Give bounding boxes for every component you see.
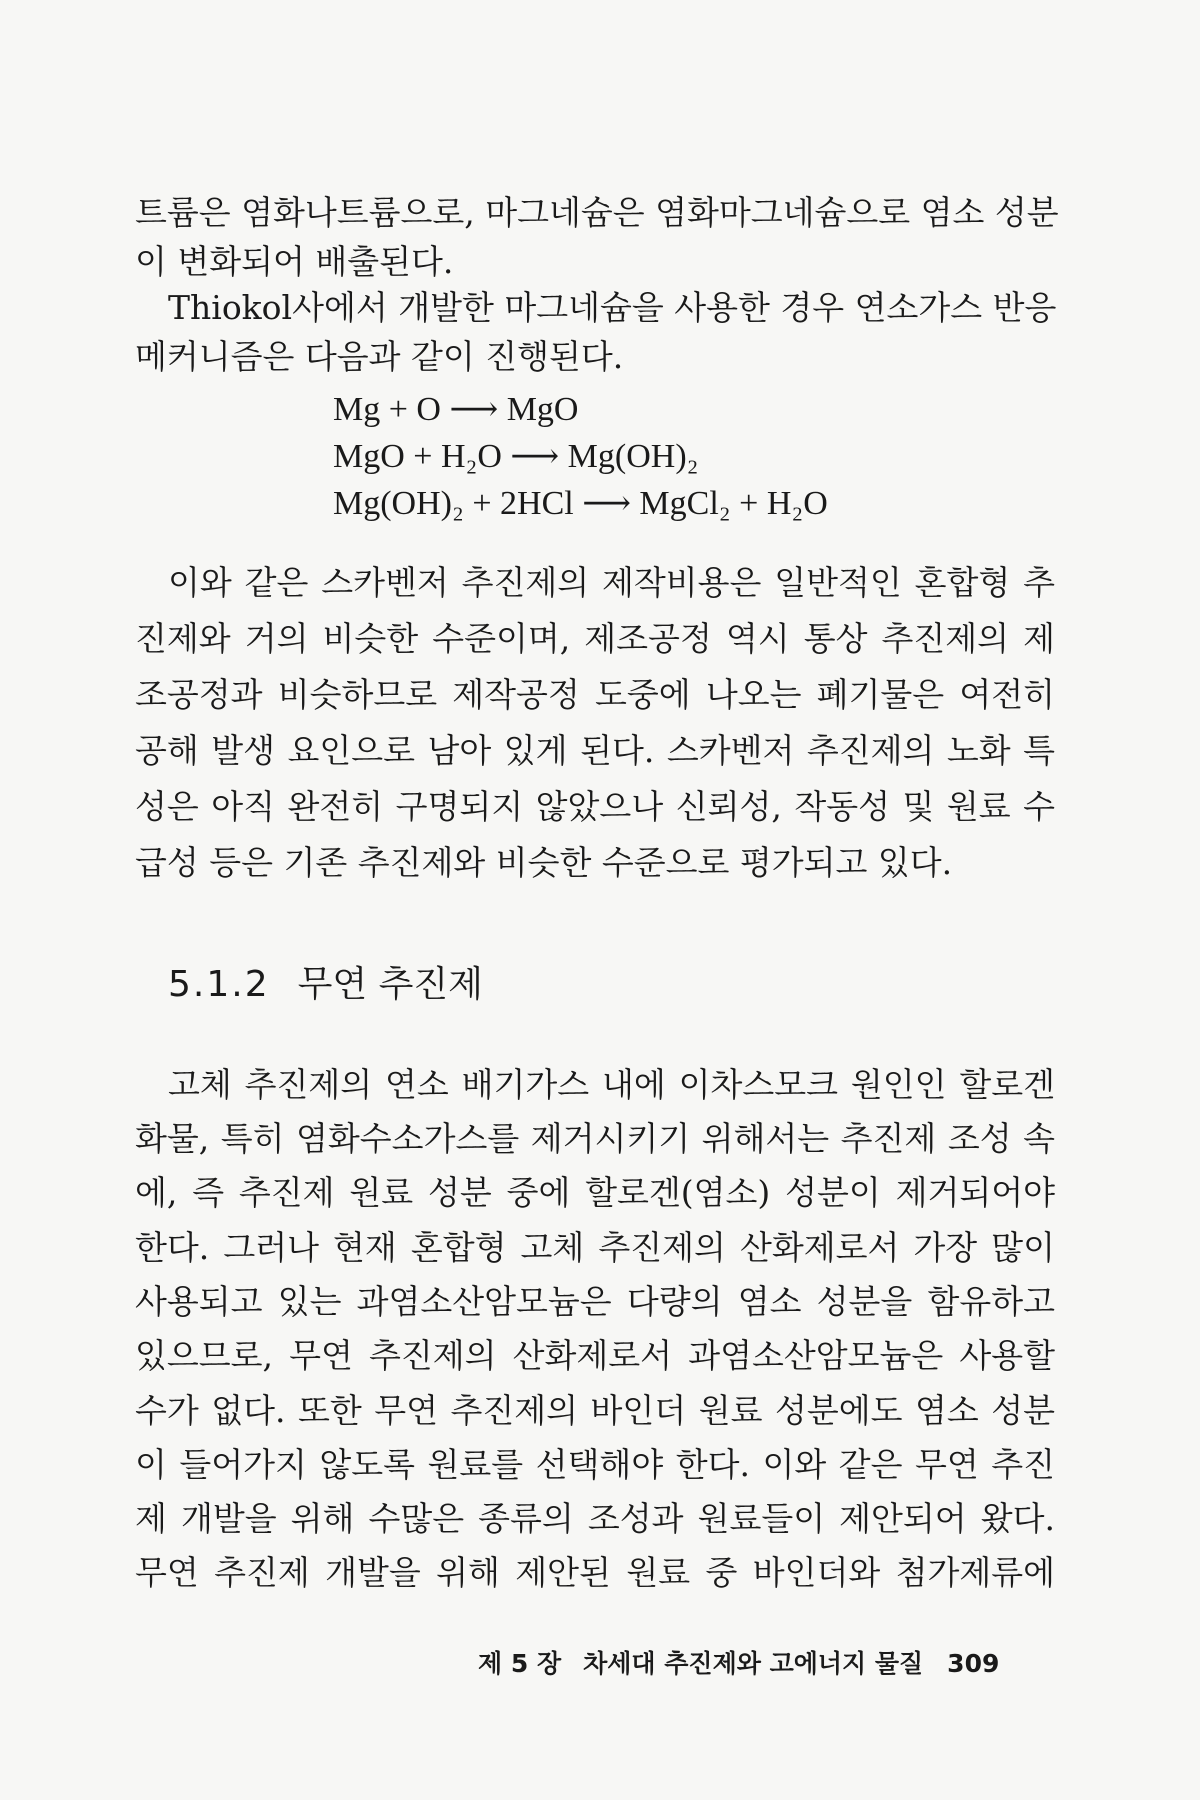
page-number: 309 <box>947 1649 1000 1678</box>
body-text-line: 한다. 그러나 현재 혼합형 고체 추진제의 산화제로서 가장 많이 <box>135 1228 1055 1267</box>
body-text-line: 수가 없다. 또한 무연 추진제의 바인더 원료 성분에도 염소 성분 <box>135 1391 1055 1430</box>
body-text-line: 화물, 특히 염화수소가스를 제거시키기 위해서는 추진제 조성 속 <box>135 1119 1055 1158</box>
page-footer <box>478 1648 1060 1680</box>
chemical-equation: Mg + O ⟶ MgO <box>333 391 579 428</box>
body-text-line: 이 변화되어 배출된다. <box>135 242 454 281</box>
section-title: 무연 추진제 <box>297 964 483 1005</box>
footer-chapter-title: 차세대 추진제와 고에너지 물질 <box>583 1649 924 1678</box>
section-heading <box>168 963 483 1007</box>
section-number: 5.1.2 <box>168 964 270 1005</box>
body-text-line: 조공정과 비슷하므로 제작공정 도중에 나오는 폐기물은 여전히 <box>135 675 1055 714</box>
body-text-line: Thiokol사에서 개발한 마그네슘을 사용한 경우 연소가스 반응 <box>168 288 1057 327</box>
body-text-line: 이 들어가지 않도록 원료를 선택해야 한다. 이와 같은 무연 추진 <box>135 1445 1055 1484</box>
body-text-line: 무연 추진제 개발을 위해 제안된 원료 중 바인더와 첨가제류에 <box>135 1553 1055 1592</box>
body-text-line: 고체 추진제의 연소 배기가스 내에 이차스모크 원인인 할로겐 <box>168 1065 1055 1104</box>
body-text-line: 제 개발을 위해 수많은 종류의 조성과 원료들이 제안되어 왔다. <box>135 1499 1055 1538</box>
chemical-equation: Mg(OH)₂ + 2HCl ⟶ MgCl₂ + H₂O <box>333 485 828 522</box>
body-text-line: 성은 아직 완전히 구명되지 않았으나 신뢰성, 작동성 및 원료 수 <box>135 787 1055 826</box>
body-text-line: 공해 발생 요인으로 남아 있게 된다. 스카벤저 추진제의 노화 특 <box>135 731 1055 770</box>
body-text-line: 이와 같은 스카벤저 추진제의 제작비용은 일반적인 혼합형 추 <box>168 563 1055 602</box>
body-text-line: 진제와 거의 비슷한 수준이며, 제조공정 역시 통상 추진제의 제 <box>135 619 1055 658</box>
body-text-line: 있으므로, 무연 추진제의 산화제로서 과염소산암모늄은 사용할 <box>135 1336 1055 1375</box>
footer-chapter: 제 5 장 <box>478 1649 562 1678</box>
body-text-line: 에, 즉 추진제 원료 성분 중에 할로겐(염소) 성분이 제거되어야 <box>135 1173 1055 1212</box>
body-text-line: 메커니즘은 다음과 같이 진행된다. <box>135 337 624 376</box>
chemical-equation: MgO + H₂O ⟶ Mg(OH)₂ <box>333 438 699 475</box>
body-text-line: 트륨은 염화나트륨으로, 마그네슘은 염화마그네슘으로 염소 성분 <box>135 193 1059 232</box>
body-text-line: 급성 등은 기존 추진제와 비슷한 수준으로 평가되고 있다. <box>135 843 953 882</box>
body-text-line: 사용되고 있는 과염소산암모늄은 다량의 염소 성분을 함유하고 <box>135 1282 1055 1321</box>
